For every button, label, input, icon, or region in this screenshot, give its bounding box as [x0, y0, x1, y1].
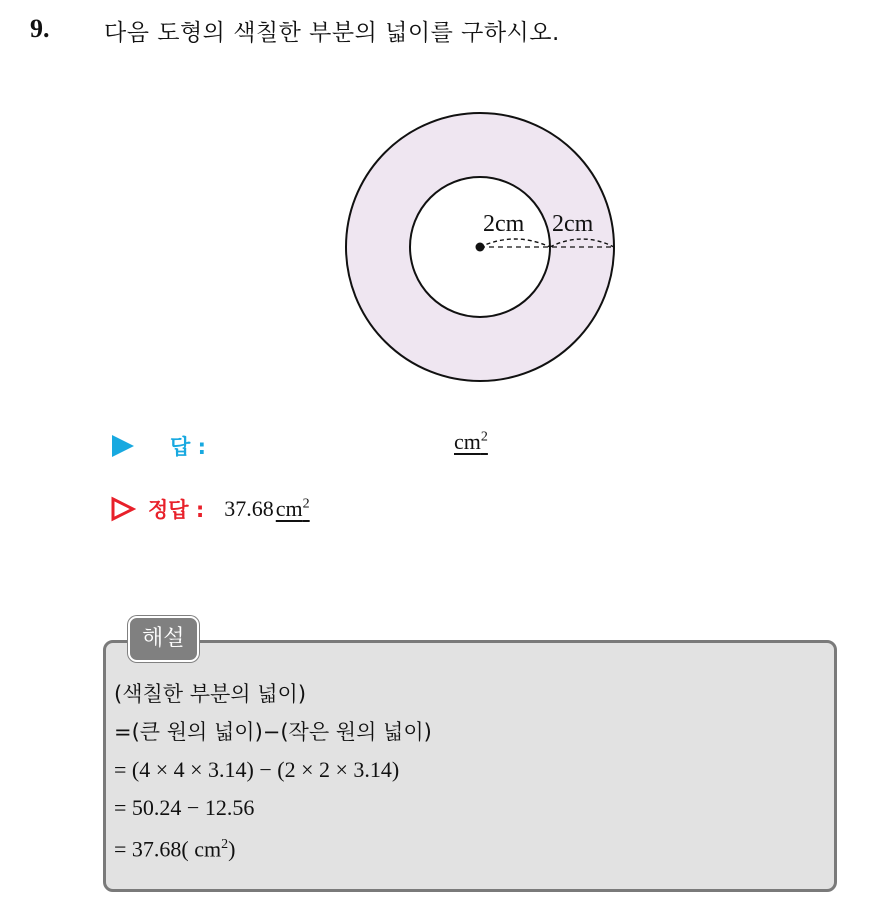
- correct-answer-unit: [276, 496, 310, 522]
- question-text: 다음 도형의 색칠한 부분의 넓이를 구하시오.: [104, 20, 560, 46]
- correct-answer-row: [108, 494, 310, 524]
- explanation-title: 해설: [128, 616, 199, 662]
- answer-row: [108, 431, 206, 461]
- explanation-line-5: [114, 826, 432, 868]
- correct-answer-label: 정답 :: [148, 498, 205, 522]
- explanation-lines: [114, 676, 432, 868]
- explanation-line-3: = (4 × 4 × 3.14) − (2 × 2 × 3.14): [114, 757, 400, 782]
- correct-answer-unit-exp: 2: [302, 496, 310, 512]
- explanation-line-1: (색칠한 부분의 넓이): [114, 682, 307, 706]
- ring-width-label: 2cm: [552, 211, 594, 237]
- question-number: 9.: [30, 14, 50, 43]
- correct-answer-value: 37.68: [224, 496, 274, 521]
- explanation-line-5-main: = 37.68( cm: [114, 836, 222, 862]
- explanation-line-2: =(큰 원의 넓이)−(작은 원의 넓이): [114, 719, 432, 744]
- inner-radius-label: 2cm: [483, 211, 525, 237]
- center-point: [476, 243, 485, 252]
- correct-answer-unit-text: cm: [275, 496, 303, 521]
- answer-unit-text: cm: [454, 429, 481, 454]
- explanation-line-5-exp: 2: [221, 837, 229, 852]
- answer-unit-exp: 2: [480, 429, 488, 445]
- ring-figure: [340, 108, 620, 388]
- answer-unit: [454, 429, 488, 455]
- answer-label: 답 :: [170, 435, 206, 459]
- explanation-line-4: = 50.24 − 12.56: [114, 794, 255, 820]
- explanation-line-5-close: ): [228, 836, 236, 862]
- outline-triangle-icon: [108, 495, 136, 523]
- filled-triangle-icon: [108, 432, 136, 460]
